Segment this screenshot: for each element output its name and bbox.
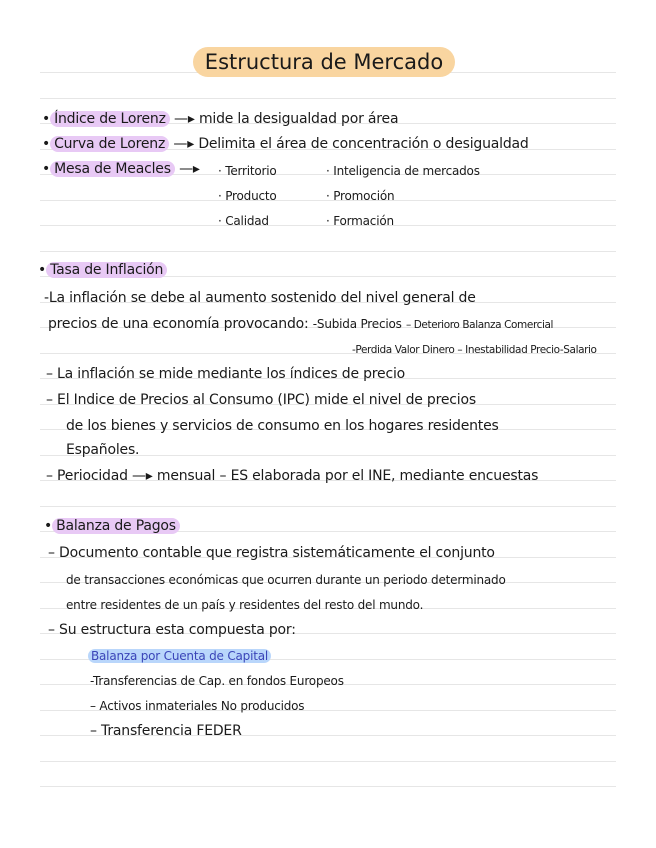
mesa-col1-item: · Territorio: [218, 164, 277, 178]
balanza-heading-line: • Balanza de Pagos: [44, 517, 180, 535]
inflacion-line-1: -La inflación se debe al aumento sostenido del nivel general de: [44, 290, 476, 306]
ruled-line: [40, 98, 616, 99]
balanza-item: -Transferencias de Cap. en fondos Europeos: [90, 674, 344, 688]
inflacion-heading-line: • Tasa de Inflación: [38, 261, 167, 279]
indice-lorenz-desc: mide la desigualdad por área: [198, 111, 399, 127]
inflacion-perdida-valor: -Perdida Valor Dinero: [352, 344, 455, 356]
mesa-meacles-arrow: —▸: [179, 161, 200, 177]
mesa-col2-item: · Inteligencia de mercados: [326, 164, 480, 178]
ruled-line: [40, 506, 616, 507]
balanza-line-4: – Su estructura esta compuesta por:: [48, 622, 296, 638]
inflacion-inestabilidad: – Inestabilidad Precio-Salario: [457, 344, 597, 356]
mesa-meacles-term: Mesa de Meacles: [50, 161, 175, 177]
balanza-line-1: – Documento contable que registra sistemáticamente el conjunto: [48, 545, 495, 561]
curva-lorenz-desc: Delimita el área de concentración o desigualdad: [198, 136, 529, 152]
inflacion-line-2: [48, 315, 553, 334]
balanza-item: – Transferencia FEDER: [90, 723, 242, 739]
inflacion-line-7: Españoles.: [66, 442, 140, 458]
inflacion-subida-precios: -Subida Precios: [312, 317, 402, 331]
balanza-line-2: de transacciones económicas que ocurren durante un periodo determinado: [66, 573, 506, 587]
inflacion-line-4: – La inflación se mide mediante los índices de precio: [46, 366, 406, 382]
ruled-line: [40, 786, 616, 787]
inflacion-line-5: – El Indice de Precios al Consumo (IPC) mide el nivel de precios: [46, 392, 476, 408]
inflacion-line-6: de los bienes y servicios de consumo en los hogares residentes: [66, 418, 499, 434]
mesa-col1-item: · Calidad: [218, 214, 269, 228]
inflacion-line-3: [352, 341, 597, 359]
inflacion-periocidad: – Periocidad —▸ mensual: [46, 468, 216, 484]
curva-lorenz-arrow: —▸: [173, 136, 195, 152]
balanza-subheading-line: [88, 647, 271, 665]
balanza-subheading: Balanza por Cuenta de Capital: [88, 649, 271, 663]
page-title: Estructura de Mercado: [204, 50, 444, 74]
balanza-line-3: entre residentes de un país y residentes del resto del mundo.: [66, 598, 424, 612]
indice-lorenz-line: • Índice de Lorenz —▸ mide la desigualdad por área: [42, 111, 399, 127]
indice-lorenz-term: Índice de Lorenz: [50, 111, 170, 127]
inflacion-deterioro-balanza: – Deterioro Balanza Comercial: [405, 319, 554, 331]
inflacion-heading: Tasa de Inflación: [46, 262, 167, 278]
indice-lorenz-arrow: —▸: [174, 111, 195, 127]
inflacion-ine: – ES elaborada por el INE, mediante encuestas: [219, 468, 539, 484]
inflacion-line-2-text: precios de una economía provocando:: [48, 316, 309, 332]
mesa-col2-item: · Promoción: [326, 189, 395, 203]
ruled-line: [40, 251, 616, 252]
mesa-col1-item: · Producto: [218, 189, 277, 203]
balanza-item: – Activos inmateriales No producidos: [90, 699, 305, 713]
ruled-line: [40, 761, 616, 762]
balanza-heading: Balanza de Pagos: [52, 518, 180, 534]
mesa-meacles-line: • Mesa de Meacles —▸: [42, 161, 200, 177]
inflacion-line-8: [46, 467, 538, 485]
mesa-col2-item: · Formación: [326, 214, 394, 228]
curva-lorenz-line: • Curva de Lorenz —▸ Delimita el área de concentración o desigualdad: [42, 136, 529, 152]
curva-lorenz-term: Curva de Lorenz: [50, 136, 169, 152]
